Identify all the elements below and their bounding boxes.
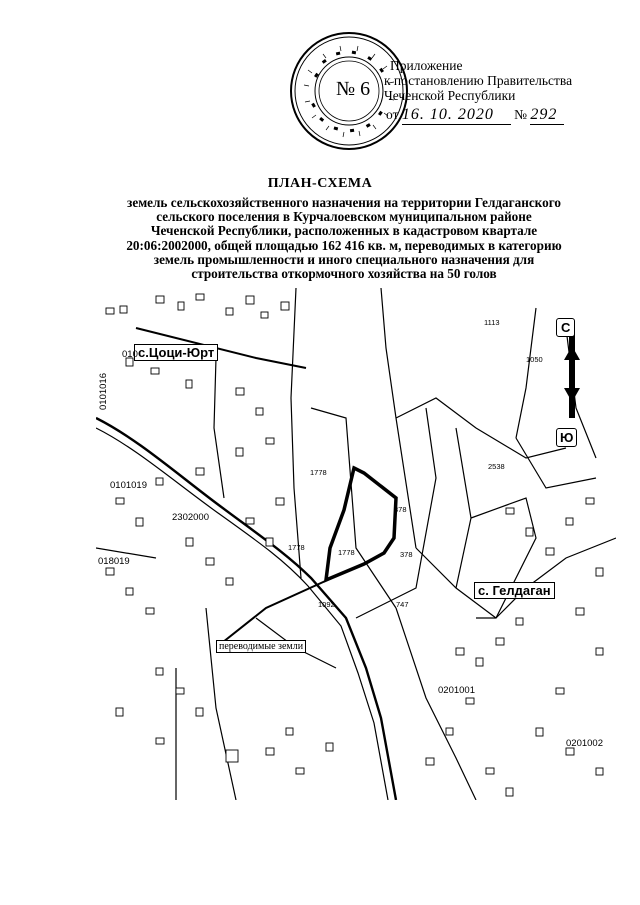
date-prefix: от — [386, 107, 399, 122]
parcel-number: 1778 — [310, 468, 327, 477]
quarter-label: 0201001 — [438, 685, 475, 696]
cadastral-map — [96, 288, 616, 800]
parcel-number: 378 — [394, 505, 407, 514]
transferred-parcel-outline — [326, 468, 396, 580]
description-line: земель сельскохозяйственного назначения на территории Гелдаганского — [127, 195, 561, 210]
parcel-number: 1778 — [338, 548, 355, 557]
parcel-number: 747 — [396, 600, 409, 609]
appendix-line-2: к постановлению Правительства — [384, 73, 573, 88]
quarter-label: 018019 — [98, 556, 130, 567]
number-value: 292 — [530, 106, 558, 123]
parcel-number: 1092 — [318, 600, 335, 609]
parcel-number: 1050 — [526, 355, 543, 364]
compass-north-label: С — [556, 318, 575, 337]
page-title: ПЛАН-СХЕМА — [267, 176, 373, 191]
compass-south-label: Ю — [556, 428, 577, 447]
description-line: сельского поселения в Курчалоевском муниципальном районе — [156, 209, 532, 225]
quarter-label: 010 — [122, 349, 138, 360]
appendix-block — [386, 58, 572, 103]
parcel-number: 2538 — [488, 462, 505, 471]
parcel-number: 378 — [400, 550, 413, 559]
quarter-label: 0101019 — [110, 480, 147, 491]
village-label-geldagan: с. Гелдаган — [474, 582, 555, 599]
quarter-label: 0101016 — [98, 373, 109, 410]
document-description — [84, 196, 604, 281]
appendix-line-1: Приложение — [390, 58, 463, 73]
date-value: 16. 10. 2020 — [401, 106, 494, 123]
description-line: 20:06:2002000, общей площадью 162 416 кв. м, переводимых в категорию — [126, 237, 562, 253]
date-line — [386, 106, 606, 125]
seal-number: № 6 — [336, 78, 371, 100]
parcel-number: 1113 — [484, 318, 500, 327]
transferred-land-label: переводимые земли — [216, 640, 306, 653]
quarter-label: 2302000 — [172, 512, 209, 523]
description-line: земель промышленности и иного специального назначения для — [153, 251, 535, 267]
description-line: Чеченской Республики, расположенных в кадастровом квартале — [150, 223, 538, 239]
description-line: строительства откормочного хозяйства на 50 голов — [191, 266, 497, 282]
village-label-tsotsi-yurt: с.Цоци-Юрт — [134, 344, 218, 361]
quarter-label: 0201002 — [566, 738, 603, 749]
number-prefix: № — [514, 107, 527, 122]
parcel-number: 1778 — [288, 543, 305, 552]
appendix-line-3: Чеченской Республики — [384, 88, 516, 103]
